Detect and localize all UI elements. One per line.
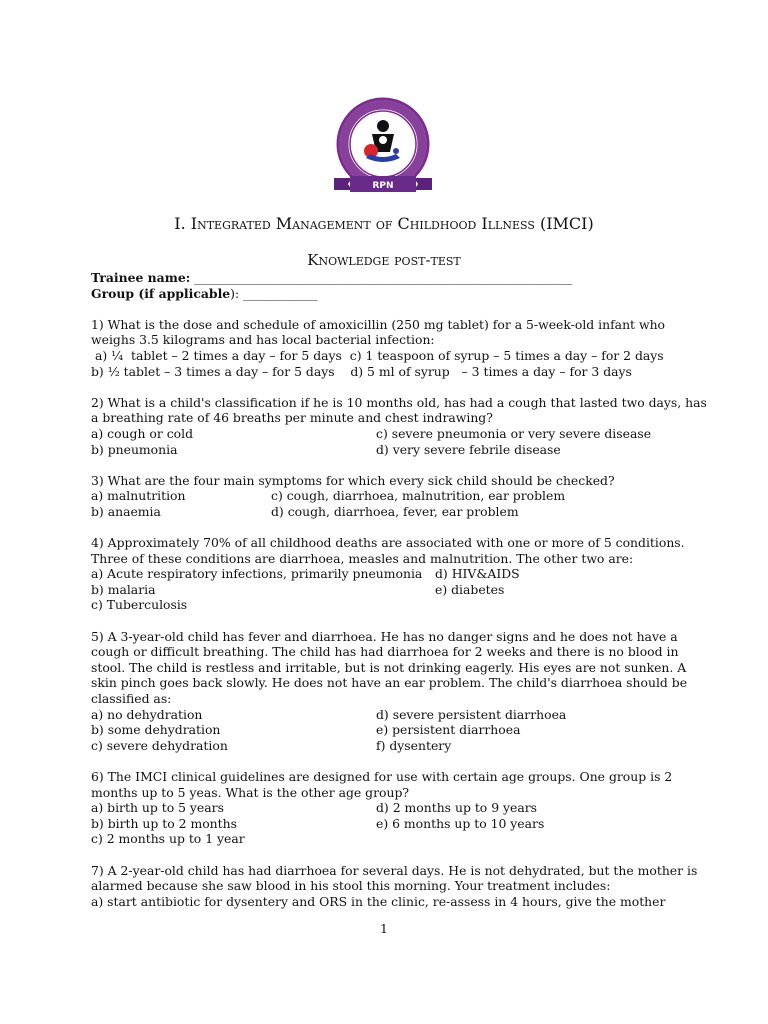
- question-4-text: 4) Approximately 70% of all childhood deaths are associated with one or more of 5 conditions.: [91, 535, 685, 551]
- option: a) malnutrition: [91, 488, 186, 504]
- question-3-text: 3) What are the four main symptoms for which every sick child should be checked?: [91, 472, 615, 488]
- option: a) no dehydration: [91, 706, 203, 722]
- question-6-text: months up to 5 yeas. What is the other age group?: [91, 784, 410, 800]
- option: a) birth up to 5 years: [91, 800, 224, 816]
- question-3-options: [91, 504, 691, 520]
- trainee-name-blank: _____________________________________________________________: [190, 270, 573, 285]
- trainee-name-field[interactable]: [91, 270, 691, 286]
- question-1-options: [91, 364, 691, 380]
- option: c) Tuberculosis: [91, 597, 188, 613]
- question-1-text: 1) What is the dose and schedule of amoxicillin (250 mg tablet) for a 5-week-old infant who: [91, 316, 666, 332]
- option: a) ¼ tablet – 2 times a day – for 5 days: [91, 347, 342, 363]
- document-subtitle: Knowledge post-test: [307, 251, 461, 269]
- option: c) 1 teaspoon of syrup – 5 times a day – for 2 days: [341, 347, 664, 363]
- document-body: [91, 270, 707, 909]
- question-5-text: 5) A 3-year-old child has fever and diarrhoea. He has no danger signs and he does not have a: [91, 628, 678, 644]
- question-2-text: 2) What is a child's classification if he is 10 months old, has had a cough that lasted two days, has: [91, 394, 707, 410]
- question-6-options: [91, 800, 691, 816]
- question-1-options: [91, 348, 691, 364]
- question-5-text: skin pinch goes back slowly. He does not have an ear problem. The child's diarrhoea should be: [91, 675, 688, 691]
- option: e) 6 months up to 10 years: [376, 815, 545, 831]
- option: c) severe dehydration: [91, 737, 228, 753]
- group-field[interactable]: [91, 286, 691, 302]
- group-label: Group (if applicable: [91, 285, 231, 301]
- question-5-text: classified as:: [91, 691, 172, 707]
- option: b) anaemia: [91, 503, 161, 519]
- question-4-options: [91, 566, 691, 582]
- option: d) severe persistent diarrhoea: [376, 706, 567, 722]
- option: a) Acute respiratory infections, primarily pneumonia: [91, 566, 423, 582]
- option: a) cough or cold: [91, 425, 194, 441]
- option: b) pneumonia: [91, 441, 178, 457]
- question-2-options: [91, 426, 691, 442]
- option: e) diabetes: [435, 581, 505, 597]
- option: d) HIV&AIDS: [435, 566, 520, 582]
- trainee-name-label: Trainee name:: [91, 270, 191, 285]
- question-5-options: [91, 707, 691, 723]
- option: f) dysentery: [376, 737, 452, 753]
- question-5-options: [91, 738, 691, 754]
- question-2-text: a breathing rate of 46 breaths per minute and chest indrawing?: [91, 410, 493, 426]
- question-6-options: [91, 816, 691, 832]
- option: a) start antibiotic for dysentery and ORS in the clinic, re-assess in 4 hours, give the mother: [91, 893, 666, 909]
- option: e) persistent diarrhoea: [376, 722, 521, 738]
- question-5-text: stool. The child is restless and irritable, but is not drinking eagerly. His eyes are not sunken. A: [91, 659, 687, 675]
- page-number: 1: [380, 921, 388, 936]
- option: b) birth up to 2 months: [91, 815, 237, 831]
- group-blank: ): ____________: [230, 285, 318, 301]
- question-1-text: weighs 3.5 kilograms and has local bacterial infection:: [91, 332, 435, 348]
- option: c) cough, diarrhoea, malnutrition, ear problem: [271, 488, 566, 504]
- logo-banner-text: RPN: [372, 181, 394, 191]
- option: d) 2 months up to 9 years: [376, 800, 538, 816]
- option: c) severe pneumonia or very severe disease: [376, 425, 652, 441]
- question-4-options: [91, 582, 691, 598]
- option: b) ½ tablet – 3 times a day – for 5 days: [91, 363, 335, 379]
- option: d) very severe febrile disease: [376, 441, 561, 457]
- document-title: I. Integrated Management of Childhood Illness (IMCI): [174, 214, 594, 233]
- question-6-text: 6) The IMCI clinical guidelines are designed for use with certain age groups. One group is 2: [91, 769, 673, 784]
- option: d) cough, diarrhoea, fever, ear problem: [271, 503, 519, 519]
- option: d) 5 ml of syrup – 3 times a day – for 3 days: [334, 363, 632, 379]
- option: c) 2 months up to 1 year: [91, 831, 245, 847]
- question-7-text: 7) A 2-year-old child has had diarrhoea for several days. He is not dehydrated, but the mother is: [91, 862, 698, 878]
- question-2-options: [91, 442, 691, 458]
- question-5-text: cough or difficult breathing. The child has had diarrhoea for 2 weeks and there is no blood in: [91, 644, 679, 660]
- question-7-text: alarmed because she saw blood in his stool this morning. Your treatment includes:: [91, 878, 611, 894]
- option: b) some dehydration: [91, 722, 221, 738]
- question-4-text: Three of these conditions are diarrhoea, measles and malnutrition. The other two are:: [91, 550, 634, 566]
- option: b) malaria: [91, 581, 156, 597]
- question-5-options: [91, 722, 691, 738]
- question-3-options: [91, 488, 691, 504]
- college-seal-logo: [330, 96, 436, 202]
